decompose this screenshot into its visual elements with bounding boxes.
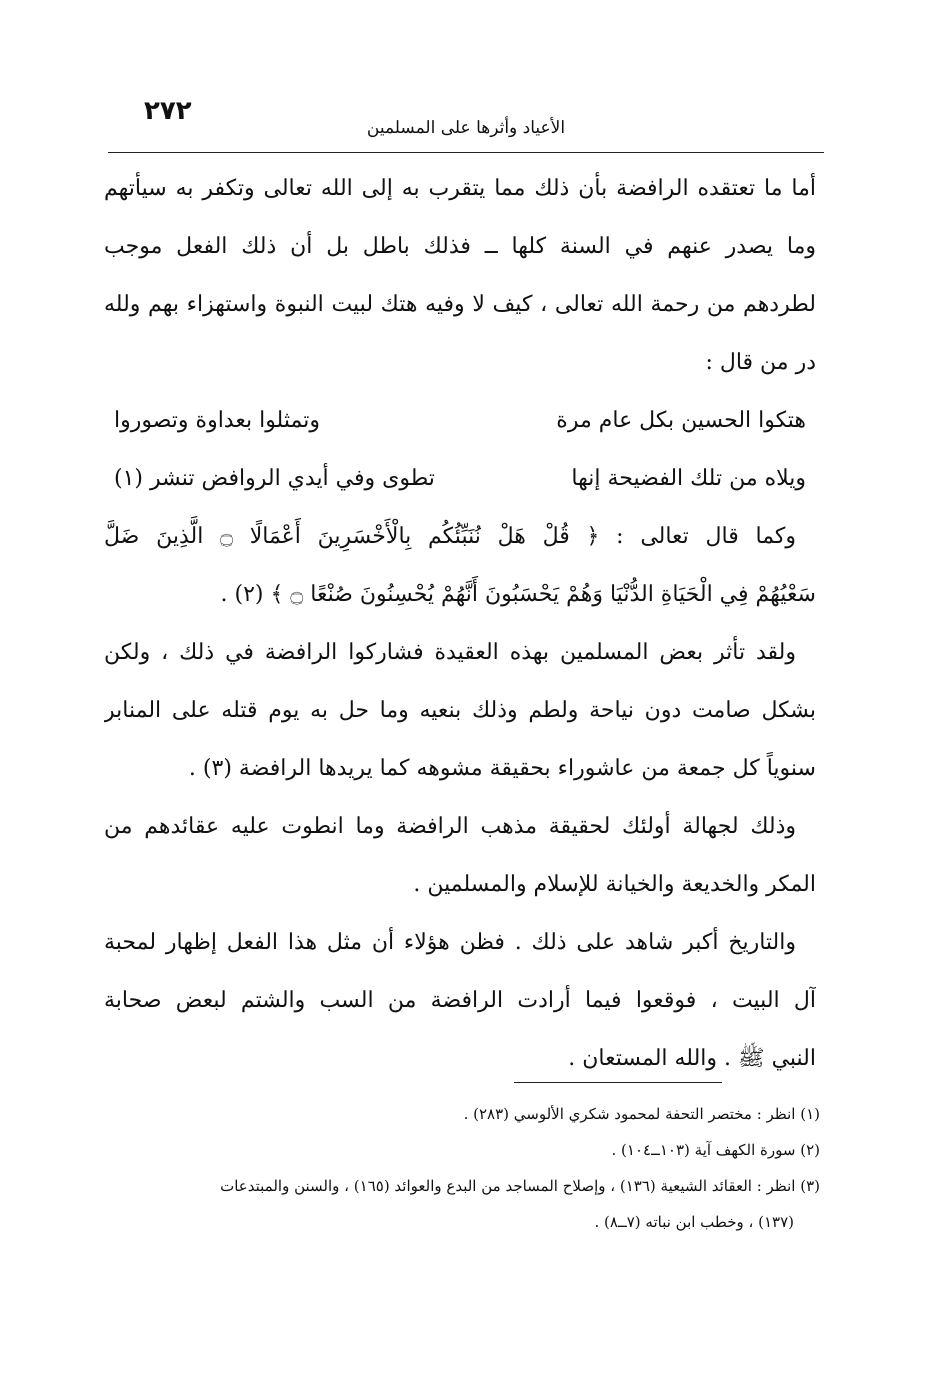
running-title: الأعياد وأثرها على المسلمين <box>366 118 566 138</box>
paragraph-line: ولقد تأثر بعض المسلمين بهذه العقيدة فشاركوا الرافضة في ذلك ، ولكن <box>104 640 796 665</box>
verse-first-hemistich: هتكوا الحسين بكل عام مرة <box>556 408 806 433</box>
paragraph-line: آل البيت ، فوقعوا فيما أرادت الرافضة من السب والشتم لبعض صحابة <box>104 988 816 1013</box>
paragraph-line: أما ما تعتقده الرافضة بأن ذلك مما يتقرب به إلى الله تعالى وتكفر به سيأتهم <box>104 176 816 201</box>
footnote: (٣) انظر : العقائد الشيعية (١٣٦) ، وإصلاح المساجد من البدع والعوائد (١٦٥) ، والسنن والمبتدعات <box>220 1177 820 1195</box>
paragraph-line: بشكل صامت دون نياحة ولطم وذلك بنعيه وما حل به يوم قتله على المنابر <box>104 698 816 723</box>
paragraph-line: النبي ﷺ . والله المستعان . <box>568 1046 816 1071</box>
paragraph-line: وذلك لجهالة أولئك لحقيقة مذهب الرافضة وما انطوت عليه عقائدهم من <box>104 814 796 839</box>
paragraph-line: سنوياً كل جمعة من عاشوراء بحقيقة مشوهه كما يريدها الرافضة (٣) . <box>188 756 816 781</box>
verse-second-hemistich: وتمثلوا بعداوة وتصوروا <box>114 408 320 433</box>
footnotes <box>104 1096 820 1240</box>
quran-quote-line: وكما قال تعالى : ﴿ قُلْ هَلْ نُنَبِّئُكُم بِالْأَخْسَرِينَ أَعْمَالًا ۝ الَّذِينَ ضَلَّ <box>104 524 797 549</box>
paragraph-line: المكر والخديعة والخيانة للإسلام والمسلمين . <box>413 872 816 897</box>
verse-first-hemistich: ويلاه من تلك الفضيحة إنها <box>571 466 806 491</box>
footnote-divider <box>514 1082 722 1083</box>
poetry-verse <box>104 392 816 450</box>
quran-quote-line: سَعْيُهُمْ فِي الْحَيَاةِ الدُّنْيَا وَهُمْ يَحْسَبُونَ أَنَّهُمْ يُحْسِنُونَ صُنْعًا ۝ ﴾ (٢) . <box>220 582 816 607</box>
footnote: (٢) سورة الكهف آية (١٠٣ــ١٠٤) . <box>611 1141 820 1159</box>
page-number: ٢٧٢ <box>144 96 192 126</box>
paragraph-line: لطردهم من رحمة الله تعالى ، كيف لا وفيه هتك لبيت النبوة واستهزاء بهم ولله <box>104 292 816 317</box>
footnote-continuation: (١٣٧) ، وخطب ابن نباته (٧ــ٨) . <box>594 1213 794 1231</box>
footnote: (١) انظر : مختصر التحفة لمحمود شكري الألوسي (٢٨٣) . <box>463 1105 820 1123</box>
page-header <box>108 96 824 153</box>
paragraph-line: وما يصدر عنهم في السنة كلها ــ فذلك باطل بل أن ذلك الفعل موجب <box>104 234 816 259</box>
main-text <box>104 160 816 1088</box>
poetry-verse <box>104 450 816 508</box>
paragraph-line: والتاريخ أكبر شاهد على ذلك . فظن هؤلاء أن مثل هذا الفعل إظهار لمحبة <box>104 930 796 955</box>
verse-second-hemistich: تطوى وفي أيدي الروافض تنشر (١) <box>114 466 435 491</box>
paragraph-line: در من قال : <box>705 350 816 375</box>
